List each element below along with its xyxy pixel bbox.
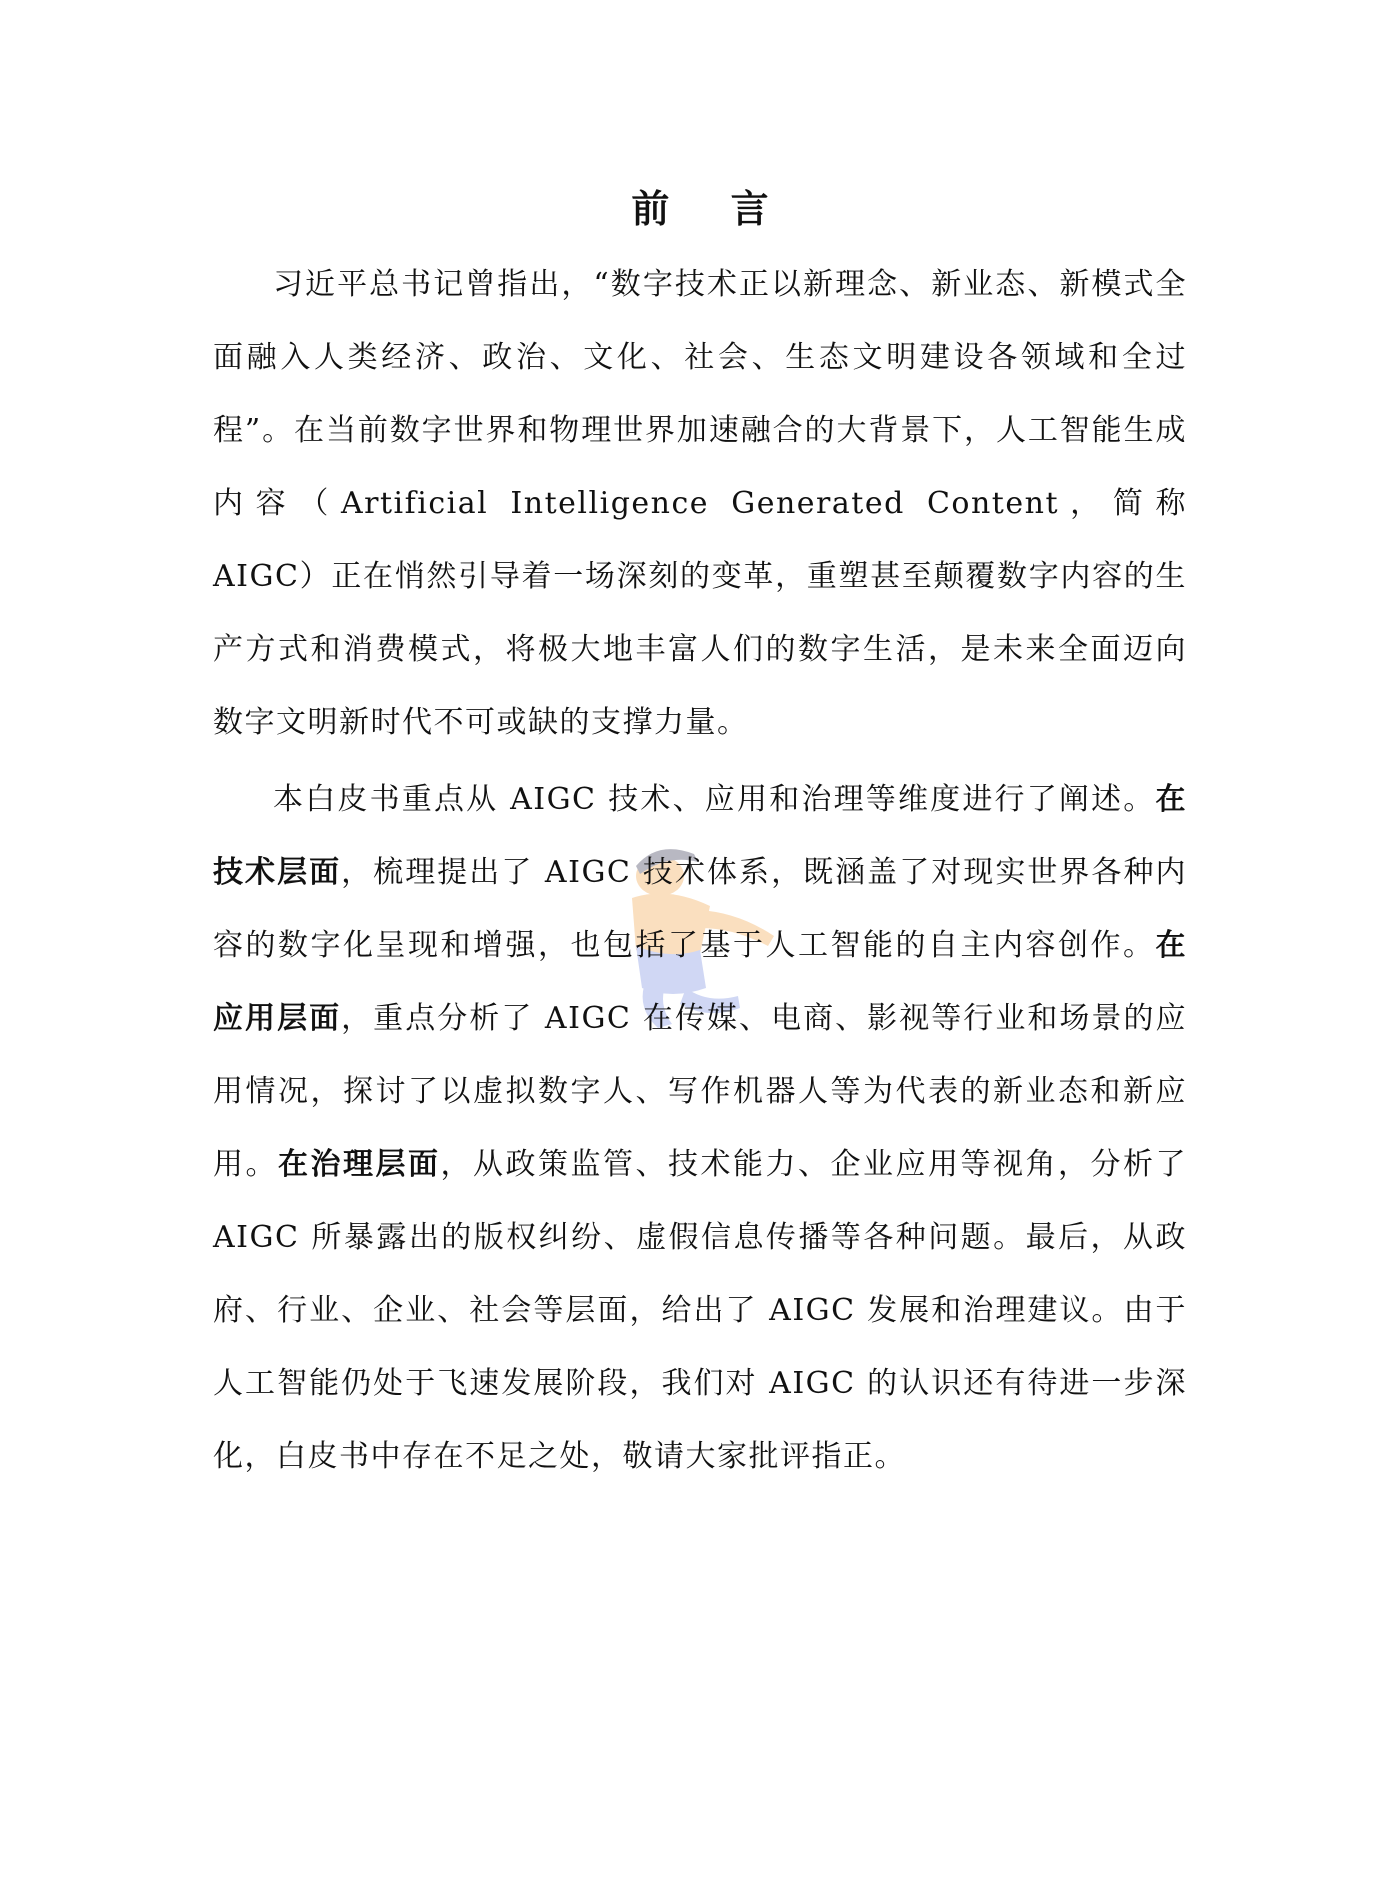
- tech-level-text: ，梳理提出了 AIGC 技术体系，既涵盖了对现实世界各种内容的数字化呈现和增强，也包括了基于人工智能的自主内容创作。: [213, 855, 1187, 963]
- paragraph-intro: 习近平总书记曾指出，“数字技术正以新理念、新业态、新模式全面融入人类经济、政治、文化、社会、生态文明建设各领域和全过程”。在当前数字世界和物理世界加速融合的大背景下，人工智能生成内容（Artificial Intelligence Generated Content，简称 AIGC）正在悄然引导着一场深刻的变革，重塑甚至颠覆数字内容的生产方式和消费模式，将极大地丰富人们的数字生活，是未来全面迈向数字文明新时代不可或缺的支撑力量。: [213, 267, 1187, 740]
- tech-level-label: 在技术层面: [213, 782, 1187, 890]
- governance-level-text: ，从政策监管、技术能力、企业应用等视角，分析了 AIGC 所暴露出的版权纠纷、虚假信息传播等各种问题。最后，从政府、行业、企业、社会等层面，给出了 AIGC 发展和治理建议。由于人工智能仍处于飞速发展阶段，我们对 AIGC 的认识还有待进一步深化，白皮书中存在不足之处，敬请大家批评指正。: [213, 1147, 1187, 1474]
- preface-body: [213, 248, 1187, 1493]
- page-title: 前 言: [631, 187, 793, 231]
- application-level-text: ，重点分析了 AIGC 在传媒、电商、影视等行业和场景的应用情况，探讨了以虚拟数字人、写作机器人等为代表的新业态和新应用。: [213, 1001, 1187, 1182]
- paragraph-summary: [213, 763, 1187, 1493]
- summary-intro-text: 本白皮书重点从 AIGC 技术、应用和治理等维度进行了阐述。: [273, 782, 1156, 817]
- governance-level-label: 在治理层面: [278, 1147, 441, 1182]
- application-level-label: 在应用层面: [213, 928, 1187, 1036]
